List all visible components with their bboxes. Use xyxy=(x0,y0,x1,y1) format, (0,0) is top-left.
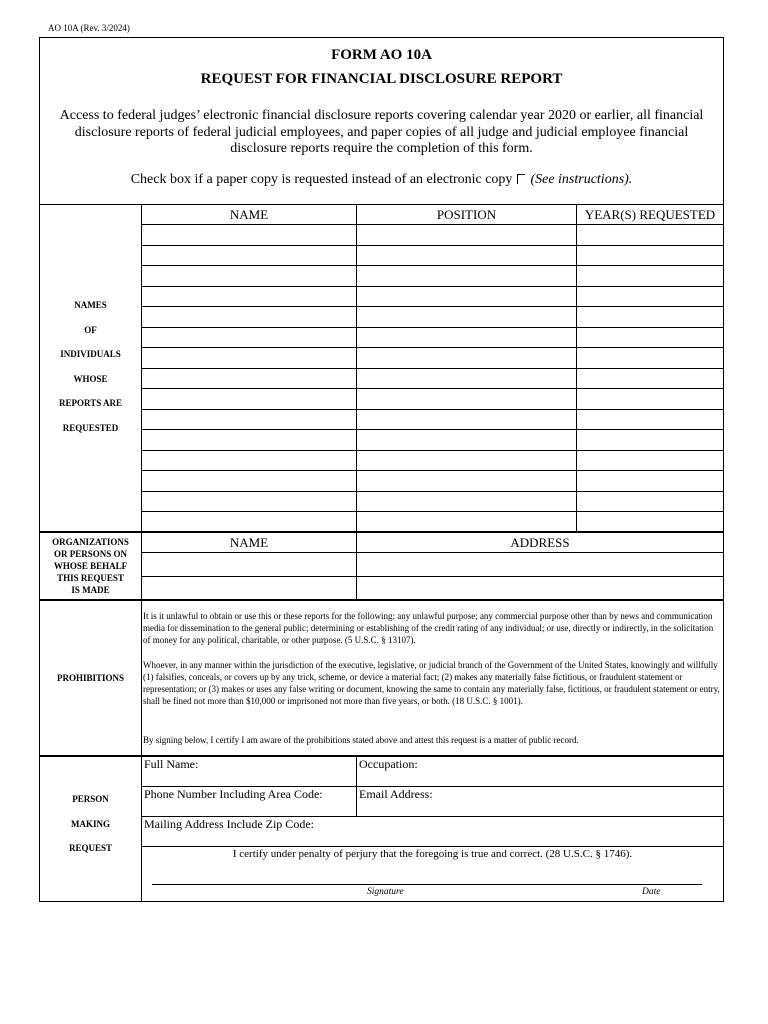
side-label-line: IS MADE xyxy=(71,585,110,595)
individual-name-field[interactable] xyxy=(142,348,356,368)
individual-position-field[interactable] xyxy=(357,451,576,471)
individual-position-field[interactable] xyxy=(357,492,576,512)
intro-paragraph: Access to federal judges’ electronic financial disclosure reports covering calendar year 2020 or earlier, all financial disclosure reports of federal judicial employees, and paper copies of all judge and judicial employee financial disclosure reports require the completion of this form. xyxy=(59,108,704,156)
individual-years-field[interactable] xyxy=(577,512,723,532)
individual-years-field[interactable] xyxy=(577,246,723,266)
see-instructions-note: (See instructions). xyxy=(530,172,633,187)
divider xyxy=(141,601,142,756)
individual-years-field[interactable] xyxy=(577,328,723,348)
form-frame xyxy=(39,37,724,902)
individual-position-field[interactable] xyxy=(357,307,576,327)
form-title: FORM AO 10A xyxy=(331,47,432,63)
individual-position-field[interactable] xyxy=(357,389,576,409)
phone-field[interactable] xyxy=(142,787,356,816)
org-name-field-1[interactable] xyxy=(142,553,356,575)
individual-name-field[interactable] xyxy=(142,225,356,245)
side-label-line: THIS REQUEST xyxy=(57,573,124,583)
individual-years-field[interactable] xyxy=(577,471,723,491)
date-label: Date xyxy=(642,887,661,897)
org-name-field-2[interactable] xyxy=(142,577,356,599)
individual-position-field[interactable] xyxy=(357,328,576,348)
mailing-address-label: Mailing Address Include Zip Code: xyxy=(144,817,314,831)
org-col-header-name: NAME xyxy=(229,535,269,550)
individual-position-field[interactable] xyxy=(357,410,576,430)
side-label-line: WHOSE xyxy=(73,373,108,384)
certification-statement: I certify under penalty of perjury that the foregoing is true and correct. (28 U.S.C. § 1746). xyxy=(232,848,633,860)
individual-position-field[interactable] xyxy=(357,471,576,491)
side-label-line: ORGANIZATIONS xyxy=(52,537,129,547)
individual-position-field[interactable] xyxy=(357,287,576,307)
org-col-header-address: ADDRESS xyxy=(510,535,570,550)
organizations-side-label xyxy=(40,536,141,596)
individual-name-field[interactable] xyxy=(142,471,356,491)
side-label-line: OF xyxy=(84,324,97,335)
email-field[interactable] xyxy=(357,787,723,816)
full-name-field[interactable] xyxy=(142,757,356,786)
individual-years-field[interactable] xyxy=(577,225,723,245)
prohibitions-paragraph-1: It is it unlawful to obtain or use this or these reports for the following: any unlawful purpose; any commercial purpose other than by news and communication media for dissemination to the general public; determining or establishing of the credit rating of any individual; or use, directly or indirectly, in the solicitation of money for any political, charitable, or other purpose. (5 U.S.C. § 13107). xyxy=(143,611,714,645)
individual-years-field[interactable] xyxy=(577,369,723,389)
mailing-address-field[interactable] xyxy=(142,817,723,846)
individual-years-field[interactable] xyxy=(577,287,723,307)
individual-position-field[interactable] xyxy=(357,512,576,532)
individual-name-field[interactable] xyxy=(142,492,356,512)
individual-years-field[interactable] xyxy=(577,389,723,409)
divider xyxy=(40,531,723,533)
prohibitions-side-label: PROHIBITIONS xyxy=(56,673,125,683)
individual-name-field[interactable] xyxy=(142,328,356,348)
side-label-line: REQUESTED xyxy=(62,422,119,433)
org-address-field-1[interactable] xyxy=(357,553,723,575)
individual-position-field[interactable] xyxy=(357,430,576,450)
signature-line[interactable] xyxy=(152,884,702,885)
side-label-line: INDIVIDUALS xyxy=(60,349,121,359)
side-label-line: PERSON xyxy=(72,794,109,804)
individual-position-field[interactable] xyxy=(357,246,576,266)
divider xyxy=(40,599,723,601)
side-label-line: REQUEST xyxy=(68,843,112,853)
individual-years-field[interactable] xyxy=(577,451,723,471)
individual-position-field[interactable] xyxy=(357,369,576,389)
individual-name-field[interactable] xyxy=(142,266,356,286)
paper-copy-line xyxy=(40,172,723,188)
signature-label: Signature xyxy=(367,887,404,897)
org-address-field-2[interactable] xyxy=(357,577,723,599)
side-label-line: MAKING xyxy=(71,818,110,829)
phone-label: Phone Number Including Area Code: xyxy=(144,787,323,801)
occupation-label: Occupation: xyxy=(359,757,418,771)
individual-name-field[interactable] xyxy=(142,307,356,327)
requester-side-label xyxy=(40,787,141,861)
form-revision-label: AO 10A (Rev. 3/2024) xyxy=(48,23,130,33)
individual-years-field[interactable] xyxy=(577,430,723,450)
individuals-side-label xyxy=(40,293,141,440)
col-header-name: NAME xyxy=(229,207,269,222)
prohibitions-paragraph-2: Whoever, in any manner within the jurisdiction of the executive, legislative, or judicial branch of the Government of the United States, knowingly and willfully (1) falsifies, conceals, or covers up by any trick, scheme, or device a material fact; (2) makes any materially false fictitious, or fraudulent statement or representation; or (3) makes or uses any false writing or document, knowing the same to contain any materially false, fictitious, or fraudulent statement or entry, shall be fined not more than $10,000 or imprisoned not more than five years, or both. (18 U.S.C. § 1001). xyxy=(143,660,720,706)
form-subtitle: REQUEST FOR FINANCIAL DISCLOSURE REPORT xyxy=(200,71,563,87)
divider xyxy=(141,846,723,847)
prohibitions-paragraph-3: By signing below, I certify I am aware of the prohibitions stated above and attest this request is a matter of public record. xyxy=(143,735,579,745)
individual-years-field[interactable] xyxy=(577,307,723,327)
side-label-line: REPORTS ARE xyxy=(59,398,122,408)
paper-copy-label: Check box if a paper copy is requested instead of an electronic copy xyxy=(130,172,513,187)
individual-position-field[interactable] xyxy=(357,225,576,245)
individual-name-field[interactable] xyxy=(142,410,356,430)
individual-name-field[interactable] xyxy=(142,430,356,450)
individual-name-field[interactable] xyxy=(142,369,356,389)
individual-years-field[interactable] xyxy=(577,492,723,512)
individual-name-field[interactable] xyxy=(142,287,356,307)
individual-name-field[interactable] xyxy=(142,246,356,266)
individual-name-field[interactable] xyxy=(142,389,356,409)
full-name-label: Full Name: xyxy=(144,757,199,771)
side-label-line: NAMES xyxy=(74,300,107,310)
individual-name-field[interactable] xyxy=(142,512,356,532)
individual-position-field[interactable] xyxy=(357,266,576,286)
divider xyxy=(40,204,723,205)
col-header-position: POSITION xyxy=(436,207,497,222)
occupation-field[interactable] xyxy=(357,757,723,786)
individual-position-field[interactable] xyxy=(357,348,576,368)
individual-years-field[interactable] xyxy=(577,410,723,430)
individual-years-field[interactable] xyxy=(577,348,723,368)
col-header-years: YEAR(S) REQUESTED xyxy=(584,207,716,222)
side-label-line: OR PERSONS ON xyxy=(53,549,127,559)
individual-name-field[interactable] xyxy=(142,451,356,471)
email-label: Email Address: xyxy=(359,787,433,801)
paper-copy-checkbox[interactable] xyxy=(517,174,525,184)
individual-years-field[interactable] xyxy=(577,266,723,286)
side-label-line: WHOSE BEHALF xyxy=(53,561,128,571)
